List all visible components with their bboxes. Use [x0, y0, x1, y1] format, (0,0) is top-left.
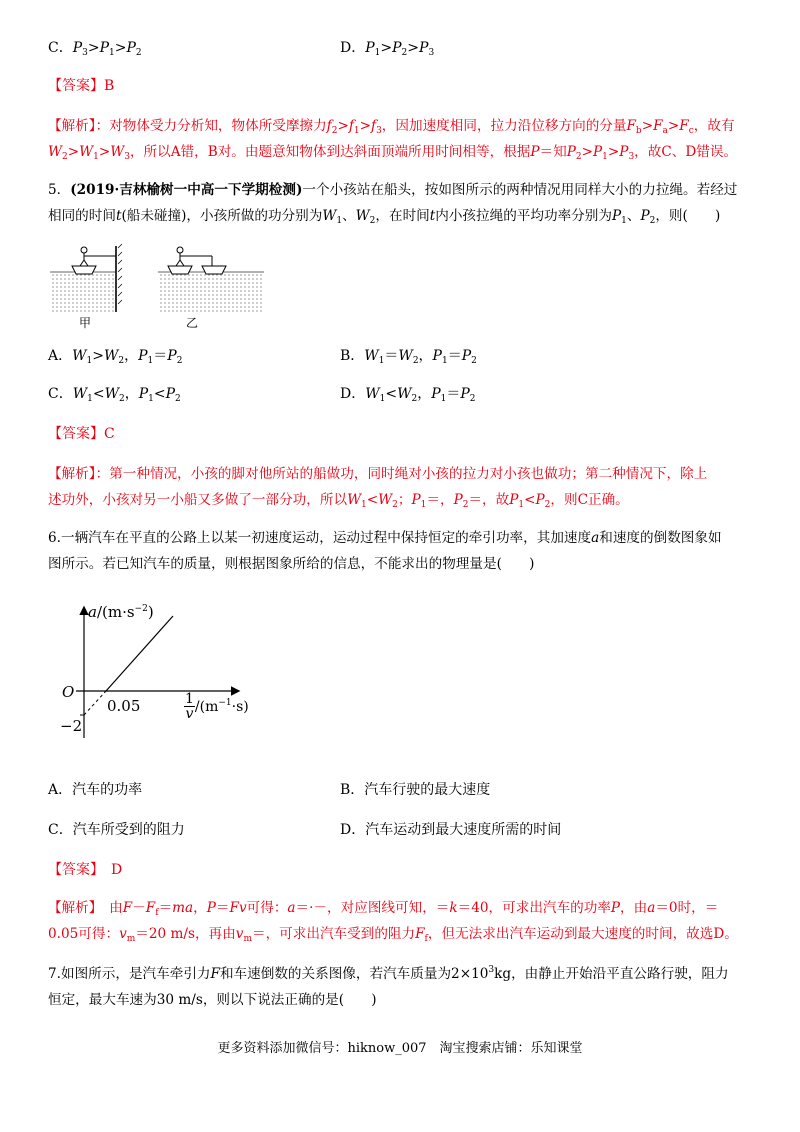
q6-option-d: D．汽车运动到最大速度所需的时间 [340, 822, 562, 838]
page-footer: 更多资料添加微信号：hiknow_007 淘宝搜索店铺：乐知课堂 [217, 1041, 583, 1056]
q6-stem-line1: 6.一辆汽车在平直的公路上以某一初速度运动，运动过程中保持恒定的牵引功率，其加速度a和速度的倒数图象如 [48, 530, 722, 546]
q4-answer: 【答案】B [48, 78, 115, 94]
q6-answer: 【答案】 D [48, 862, 123, 878]
graph-line-solid [106, 616, 173, 691]
q7-stem-line1: 7.如图所示，是汽车牵引力F和车速倒数的关系图像，若汽车质量为$2\times 10^3kg$，由静止开始沿平直公路行驶，阻力 [48, 965, 729, 982]
q5-stem-line2: 相同的时间t(船未碰撞)，小孩所做的功分别为$W_1$、$W_2$，在时间t内小孩拉绳的平均功率分别为$P_1$、$P_2$，则( ) [48, 208, 721, 226]
q5-option-b: B．$W_1=W_2$，$P_1=P_2$ [340, 348, 477, 366]
q5-analysis-line2: 述功外，小孩对另一小船又多做了一部分功，所以$W_1<W_2$；$P_1=$，$P_2=$，故$P_1<P_2$，则C正确。 [48, 492, 629, 510]
q4-analysis-line1: 【解析】：对物体受力分析知，物体所受摩擦力$f_2>f_1>f_3$，因加速度相同，拉力沿位移方向的分量$F_b>F_a>F_c$，故有 [48, 118, 735, 136]
q4-option-d: D．$P_1>P_2>P_3$ [340, 40, 435, 58]
q6-analysis-line2: 0.05可得：$v_m=20$ m/s，再由$v_m=$，可求出汽车受到的阻力$F_f$，但无法求出汽车运动到最大速度的时间，故选D。 [48, 926, 738, 944]
x-tick-label: 0.05 [107, 697, 141, 715]
q5-option-d: D．$W_1<W_2$，$P_1=P_2$ [340, 386, 476, 404]
q6-graph [48, 598, 278, 748]
q6-option-a: A．汽车的功率 [48, 782, 143, 798]
origin-label: O [62, 683, 75, 701]
q5-source: (2019·吉林榆树一中高一下学期检测) [70, 182, 303, 198]
q7-stem-line2: 恒定，最大车速为30 m/s，则以下说法正确的是( ) [48, 992, 377, 1008]
q6-option-b: B．汽车行驶的最大速度 [340, 782, 491, 798]
q4-option-c: C．$P_3>P_1>P_2$ [48, 40, 142, 58]
figure-label-yi: 乙 [186, 316, 199, 330]
q4-analysis-line2: $W_2>W_1>W_3$，所以A错，B对。由题意知物体到达斜面顶端所用时间相等，根据P＝知$P_2>P_1>P_3$，故C、D错误。 [48, 144, 738, 162]
q5-answer: 【答案】C [48, 426, 115, 442]
graph-line-dashed [84, 691, 106, 715]
q6-analysis-line1: 【解析】 由$F-F_f=ma$，P＝Fv可得：a＝·－，对应图线可知，＝k＝40，可求出汽车的功率P，由a＝0时，＝ [48, 900, 719, 918]
q5-analysis-line1: 【解析】：第一种情况，小孩的脚对他所站的船做功，同时绳对小孩的拉力对小孩也做功；第二种情况下，除上 [48, 466, 708, 482]
q6-option-c: C．汽车所受到的阻力 [48, 822, 185, 838]
figure-jia [50, 244, 122, 312]
q5-stem-line1: 5．(2019·吉林榆树一中高一下学期检测)一个小孩站在船头，按如图所示的两种情况用同样大小的力拉绳。若经过 [48, 182, 738, 198]
y-tick-label: −2 [60, 717, 83, 735]
q6-stem-line2: 图所示。若已知汽车的质量，则根据图象所给的信息，不能求出的物理量是( ) [48, 556, 535, 572]
x-axis-label: $\frac{1}{v}$ $/(m^{-1}\cdot s)$ [185, 691, 249, 722]
y-axis-label: $a/(m\cdot s^{-2})$ [88, 603, 154, 621]
q5-option-a: A．$W_1>W_2$，$P_1=P_2$ [48, 348, 183, 366]
q5-boat-figure [48, 242, 268, 322]
q5-option-c: C．$W_1<W_2$，$P_1<P_2$ [48, 386, 181, 404]
figure-yi [158, 247, 264, 312]
figure-label-jia: 甲 [79, 316, 92, 330]
